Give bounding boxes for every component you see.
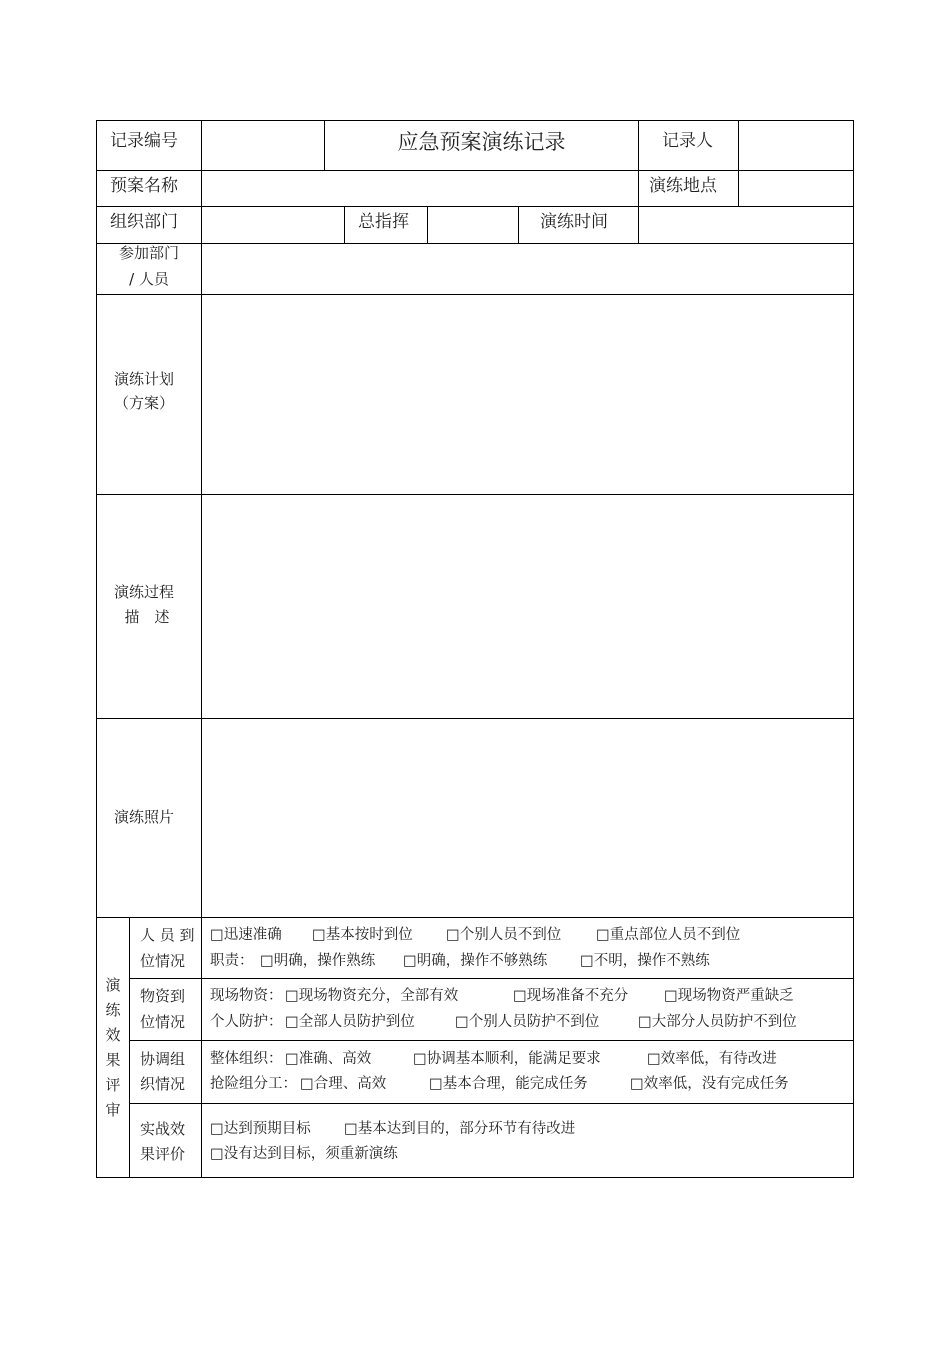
checkbox-option[interactable]: □达到预期目标 <box>210 1121 311 1137</box>
checkbox-option[interactable]: □重点部位人员不到位 <box>596 927 741 943</box>
commander-label: 总指挥 <box>358 212 409 232</box>
checkbox-option[interactable]: □准确、高效 <box>285 1051 372 1067</box>
checkbox-option[interactable]: □个别人员防护不到位 <box>455 1014 600 1030</box>
checkbox-option[interactable]: □效率低，有待改进 <box>647 1051 777 1067</box>
row-divider <box>96 917 854 918</box>
row-prefix: 个人防护： <box>210 1014 283 1030</box>
col-divider <box>518 206 519 244</box>
drill-time-label: 演练时间 <box>540 212 608 232</box>
row-divider <box>96 206 854 207</box>
col-divider <box>638 120 639 207</box>
checkbox-option[interactable]: □现场物资严重缺乏 <box>664 988 794 1004</box>
recorder-label: 记录人 <box>662 131 713 151</box>
form-border-top <box>96 120 854 121</box>
row-divider <box>130 978 854 979</box>
row-divider <box>96 494 854 495</box>
col-divider <box>427 206 428 244</box>
drill-process-label: 演练过程 <box>113 583 174 601</box>
drill-plan-label: 演练计划 <box>113 370 174 388</box>
drill-process-label: 描 述 <box>124 608 170 626</box>
row-prefix: 职责： <box>210 953 254 969</box>
eval-materials-label: 位情况 <box>140 1013 186 1031</box>
checkbox-option[interactable]: □合理、高效 <box>300 1076 387 1092</box>
col-divider <box>638 206 639 244</box>
drill-plan-label: （方案） <box>113 394 174 412</box>
col-divider <box>344 206 345 244</box>
evaluation-section-label: 练 <box>105 1001 121 1019</box>
checkbox-option[interactable]: □不明，操作不熟练 <box>580 953 710 969</box>
label-column-divider <box>201 120 202 1178</box>
checkbox-option[interactable]: □个别人员不到位 <box>446 927 562 943</box>
eval-effectiveness-label: 果评价 <box>140 1145 186 1163</box>
eval-personnel-label: 人 员 到 <box>140 926 195 944</box>
row-prefix: 整体组织： <box>210 1051 283 1067</box>
checkbox-option[interactable]: □效率低，没有完成任务 <box>630 1076 789 1092</box>
checkbox-option[interactable]: □大部分人员防护不到位 <box>638 1014 797 1030</box>
row-divider <box>96 718 854 719</box>
evaluation-section-label: 审 <box>105 1101 121 1119</box>
plan-name-label: 预案名称 <box>110 176 178 196</box>
checkbox-option[interactable]: □明确，操作熟练 <box>260 953 376 969</box>
row-prefix: 抢险组分工： <box>210 1076 297 1092</box>
checkbox-option[interactable]: □现场物资充分，全部有效 <box>285 988 459 1004</box>
col-divider <box>738 120 739 207</box>
row-divider <box>130 1103 854 1104</box>
row-prefix: 现场物资： <box>210 988 283 1004</box>
checkbox-option[interactable]: □全部人员防护到位 <box>285 1014 415 1030</box>
row-divider <box>96 294 854 295</box>
checkbox-option[interactable]: □基本合理，能完成任务 <box>429 1076 588 1092</box>
form-border-right <box>853 120 854 1178</box>
drill-location-label: 演练地点 <box>649 176 717 196</box>
eval-effectiveness-label: 实战效 <box>140 1120 186 1138</box>
drill-record-form <box>96 120 854 1178</box>
form-title: 应急预案演练记录 <box>397 130 566 154</box>
checkbox-option[interactable]: □基本按时到位 <box>312 927 413 943</box>
checkbox-option[interactable]: □协调基本顺利，能满足要求 <box>413 1051 601 1067</box>
eval-coordination-label: 织情况 <box>140 1075 186 1093</box>
row-divider <box>96 170 854 171</box>
form-border-bottom <box>96 1177 854 1178</box>
row-divider <box>130 1040 854 1041</box>
checkbox-option[interactable]: □没有达到目标，须重新演练 <box>210 1146 398 1162</box>
org-dept-label: 组织部门 <box>110 212 178 232</box>
participants-label: / 人员 <box>129 270 169 288</box>
checkbox-option[interactable]: □现场准备不充分 <box>513 988 629 1004</box>
col-divider <box>129 917 130 1178</box>
evaluation-section-label: 演 <box>105 976 121 994</box>
row-divider <box>96 243 854 244</box>
evaluation-section-label: 评 <box>105 1076 121 1094</box>
eval-materials-label: 物资到 <box>140 987 186 1005</box>
record-no-label: 记录编号 <box>110 131 178 151</box>
checkbox-option[interactable]: □基本达到目的，部分环节有待改进 <box>344 1121 576 1137</box>
eval-coordination-label: 协调组 <box>140 1050 186 1068</box>
participants-label: 参加部门 <box>118 244 179 262</box>
evaluation-section-label: 效 <box>105 1026 121 1044</box>
checkbox-option[interactable]: □明确，操作不够熟练 <box>403 953 548 969</box>
eval-personnel-label: 位情况 <box>140 952 186 970</box>
checkbox-option[interactable]: □迅速准确 <box>210 927 282 943</box>
drill-photos-label: 演练照片 <box>113 808 174 826</box>
evaluation-section-label: 果 <box>105 1051 121 1069</box>
